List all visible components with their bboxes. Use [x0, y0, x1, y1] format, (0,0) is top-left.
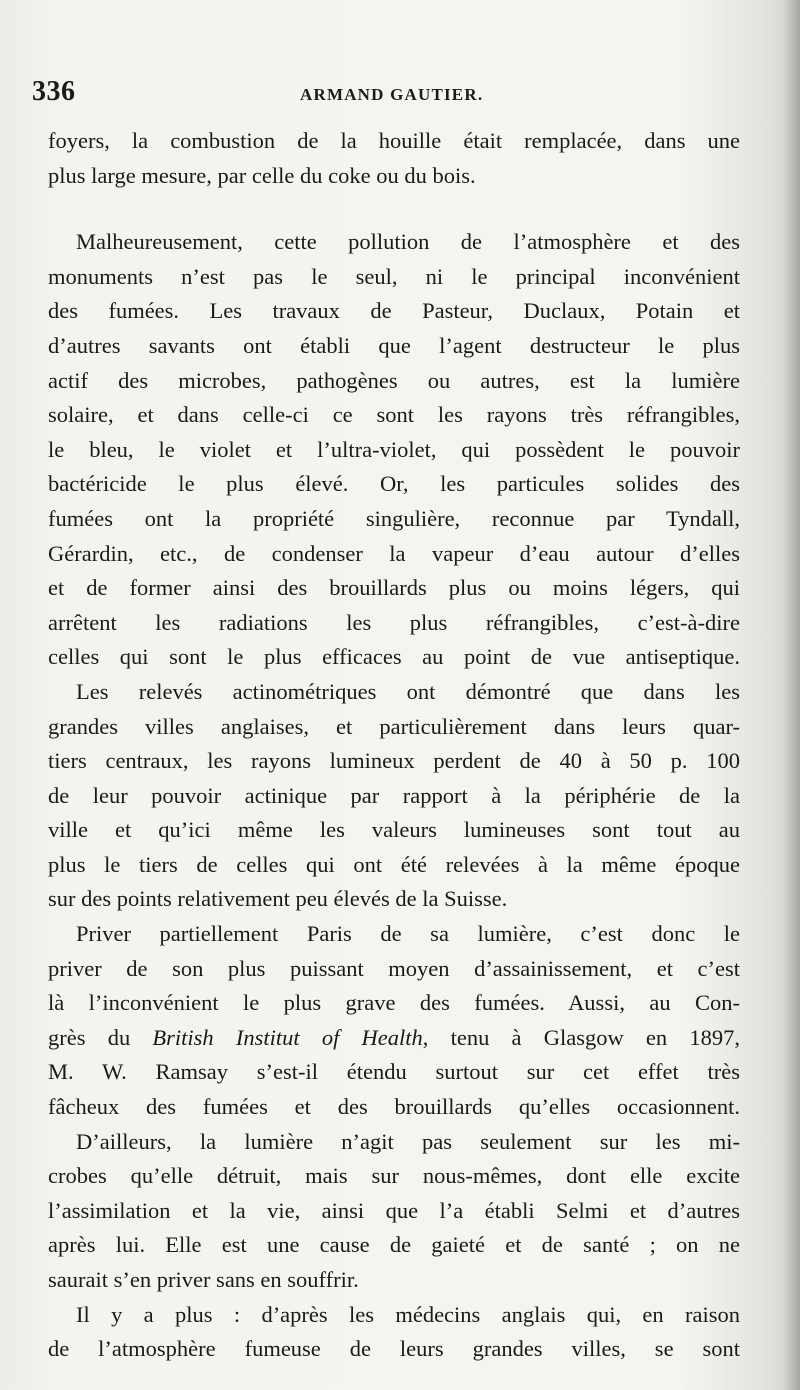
text-line: ville et qu’ici même les valeurs lumineuses sont tout au: [48, 817, 740, 843]
text-line: Il y a plus : d’après les médecins anglais qui, en raison: [76, 1301, 740, 1327]
text-line: grandes villes anglaises, et particulièrement dans leurs quar-: [48, 713, 740, 739]
text-line: l’assimilation et la vie, ainsi que l’a établi Selmi et d’autres: [48, 1197, 740, 1223]
page-header: [32, 76, 742, 116]
text-line: des fumées. Les travaux de Pasteur, Duclaux, Potain et: [48, 298, 740, 324]
running-head: ARMAND GAUTIER.: [300, 85, 484, 104]
text-line: fumées ont la propriété singulière, reconnue par Tyndall,: [48, 505, 740, 531]
text-line: monuments n’est pas le seul, ni le principal inconvénient: [48, 263, 740, 289]
text-line: Malheureusement, cette pollution de l’atmosphère et des: [76, 229, 740, 255]
text-line: Les relevés actinométriques ont démontré que dans les: [76, 678, 740, 704]
text-line: saurait s’en priver sans en souffrir.: [48, 1267, 359, 1292]
text-line: bactéricide le plus élevé. Or, les particules solides des: [48, 471, 740, 497]
text-line: sur des points relativement peu élevés de la Suisse.: [48, 886, 508, 912]
text-line: de leur pouvoir actinique par rapport à la périphérie de la: [48, 782, 740, 808]
text-line: après lui. Elle est une cause de gaieté et de santé ; on ne: [48, 1232, 740, 1258]
text-line: M. W. Ramsay s’est-il étendu surtout sur cet effet très: [48, 1059, 740, 1085]
text-line: solaire, et dans celle-ci ce sont les rayons très réfrangibles,: [48, 402, 740, 428]
page-edge-shadow: [784, 0, 800, 1390]
text-line: tiers centraux, les rayons lumineux perdent de 40 à 50 p. 100: [48, 748, 740, 774]
text-line: le bleu, le violet et l’ultra-violet, qui possèdent le pouvoir: [48, 436, 740, 462]
text-line: fâcheux des fumées et des brouillards qu’elles occasionnent.: [48, 1094, 740, 1120]
page-number: 336: [32, 76, 76, 107]
text-line: D’ailleurs, la lumière n’agit pas seulement sur les mi-: [76, 1128, 740, 1154]
text-line: actif des microbes, pathogènes ou autres, est la lumière: [48, 367, 740, 393]
text-line: plus large mesure, par celle du coke ou du bois.: [48, 162, 476, 188]
text-line: Priver partiellement Paris de sa lumière, c’est donc le: [76, 921, 740, 947]
text-line: là l’inconvénient le plus grave des fumées. Aussi, au Con-: [48, 990, 740, 1016]
text-line: priver de son plus puissant moyen d’assainissement, et c’est: [48, 955, 740, 981]
page-body: [48, 124, 740, 1367]
text-line: crobes qu’elle détruit, mais sur nous-mêmes, dont elle excite: [48, 1163, 740, 1189]
text-segment: grès du: [48, 1024, 153, 1050]
text-line-with-italic: [48, 1021, 740, 1056]
text-line: de l’atmosphère fumeuse de leurs grandes villes, se sont: [48, 1336, 740, 1362]
text-line: plus le tiers de celles qui ont été relevées à la même époque: [48, 851, 740, 877]
paragraph-gap: [48, 193, 740, 225]
text-line: arrêtent les radiations les plus réfrangibles, c’est-à-dire: [48, 609, 740, 635]
italic-title: British Institut of Health: [152, 1024, 423, 1050]
text-line: Gérardin, etc., de condenser la vapeur d’eau autour d’elles: [48, 540, 740, 566]
text-line: et de former ainsi des brouillards plus ou moins légers, qui: [48, 575, 740, 601]
text-segment: , tenu à Glasgow en 1897,: [422, 1024, 740, 1050]
text-line: foyers, la combustion de la houille était remplacée, dans une: [48, 128, 740, 153]
text-line: celles qui sont le plus efficaces au point de vue antiseptique.: [48, 644, 740, 670]
text-line: d’autres savants ont établi que l’agent destructeur le plus: [48, 332, 740, 358]
